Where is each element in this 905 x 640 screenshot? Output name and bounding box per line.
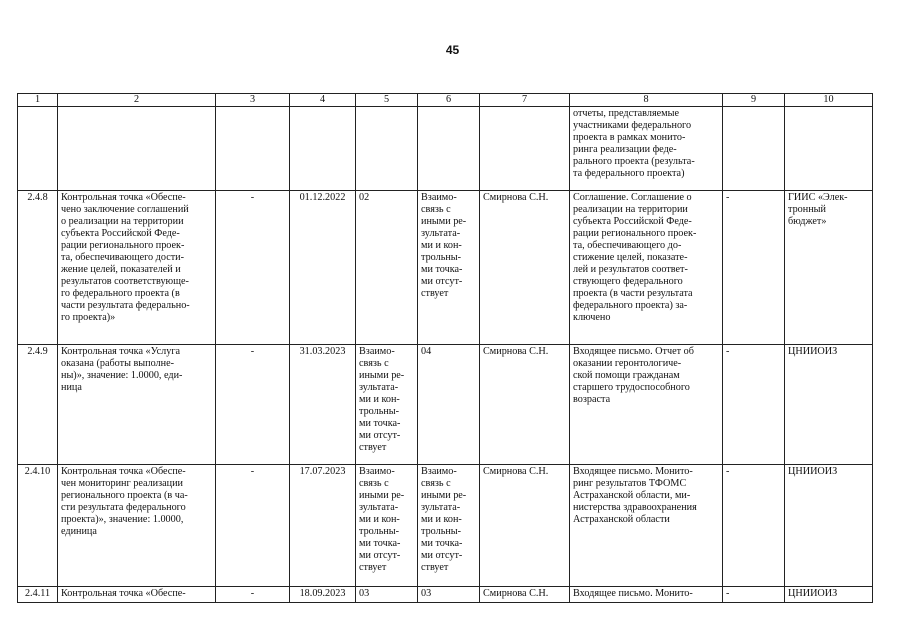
end-date-cell: 31.03.2023 [290, 345, 356, 465]
level-cell: - [723, 587, 785, 603]
result-description-cell: Входящее письмо. Монито- ринг результатов ТФОМС Астраханской области, ми- нистерства здравоохранения Астраханской области [570, 465, 723, 587]
system-cell [785, 107, 873, 191]
column-number: 6 [418, 94, 480, 107]
column-number: 5 [356, 94, 418, 107]
table-row [18, 107, 873, 191]
end-date-cell [290, 107, 356, 191]
column-number: 4 [290, 94, 356, 107]
page-number: 45 [445, 43, 460, 57]
predecessor-cell: 03 [356, 587, 418, 603]
successor-cell: Взаимо- связь с иными ре- зультата- ми и кон- трольны- ми точка- ми отсут- ствует [418, 191, 480, 345]
system-cell: ЦНИИОИЗ [785, 587, 873, 603]
column-number: 8 [570, 94, 723, 107]
column-number: 1 [18, 94, 58, 107]
event-name-cell: Контрольная точка «Обеспе- чен мониторинг реализации регионального проекта (в ча- сти результата федерального проекта)», значение: 1.0000, единица [58, 465, 216, 587]
start-date-cell [216, 107, 290, 191]
responsible-cell: Смирнова С.Н. [480, 191, 570, 345]
system-cell: ЦНИИОИЗ [785, 465, 873, 587]
start-date-cell: - [216, 465, 290, 587]
result-description-cell: отчеты, представляемые участниками федерального проекта в рамках монито- ринга реализации феде- рального проекта (результа- та федерального проекта) [570, 107, 723, 191]
table-row [18, 587, 873, 603]
predecessor-cell [356, 107, 418, 191]
end-date-cell: 17.07.2023 [290, 465, 356, 587]
event-name-cell: Контрольная точка «Услуга оказана (работы выполне- ны)», значение: 1.0000, еди- ница [58, 345, 216, 465]
level-cell: - [723, 345, 785, 465]
successor-cell: 04 [418, 345, 480, 465]
start-date-cell: - [216, 191, 290, 345]
column-number: 3 [216, 94, 290, 107]
responsible-cell [480, 107, 570, 191]
level-cell: - [723, 191, 785, 345]
responsible-cell: Смирнова С.Н. [480, 465, 570, 587]
predecessor-cell: 02 [356, 191, 418, 345]
column-number-row [18, 94, 873, 107]
level-cell [723, 107, 785, 191]
successor-cell [418, 107, 480, 191]
table-row [18, 345, 873, 465]
start-date-cell: - [216, 345, 290, 465]
column-number: 10 [785, 94, 873, 107]
level-cell: - [723, 465, 785, 587]
column-number: 9 [723, 94, 785, 107]
start-date-cell: - [216, 587, 290, 603]
event-name-cell [58, 107, 216, 191]
result-description-cell: Входящее письмо. Отчет об оказании геронтологиче- ской помощи гражданам старшего трудоспособного возраста [570, 345, 723, 465]
predecessor-cell: Взаимо- связь с иными ре- зультата- ми и кон- трольны- ми точка- ми отсут- ствует [356, 465, 418, 587]
result-description-cell: Входящее письмо. Монито- [570, 587, 723, 603]
row-number-cell: 2.4.8 [18, 191, 58, 345]
successor-cell: 03 [418, 587, 480, 603]
row-number-cell: 2.4.10 [18, 465, 58, 587]
control-points-table [17, 93, 873, 603]
column-number: 2 [58, 94, 216, 107]
table-row [18, 191, 873, 345]
system-cell: ГИИС «Элек- тронный бюджет» [785, 191, 873, 345]
row-number-cell: 2.4.9 [18, 345, 58, 465]
table-row [18, 465, 873, 587]
row-number-cell [18, 107, 58, 191]
event-name-cell: Контрольная точка «Обеспе- [58, 587, 216, 603]
system-cell: ЦНИИОИЗ [785, 345, 873, 465]
row-number-cell: 2.4.11 [18, 587, 58, 603]
responsible-cell: Смирнова С.Н. [480, 345, 570, 465]
successor-cell: Взаимо- связь с иными ре- зультата- ми и кон- трольны- ми точка- ми отсут- ствует [418, 465, 480, 587]
event-name-cell: Контрольная точка «Обеспе- чено заключение соглашений о реализации на территории субъекта Российской Феде- рации регионального проек- та, обеспечивающего дости- жение целей, показателей и результатов соответствующе- го федерального проекта (в части результата федерально- го проекта)» [58, 191, 216, 345]
column-number: 7 [480, 94, 570, 107]
result-description-cell: Соглашение. Соглашение о реализации на территории субъекта Российской Феде- рации регионального проек- та, обеспечивающего до- стижение целей, показате- лей и результатов соответ- ствующего федерального проекта (в части результата федерального проекта) за- ключено [570, 191, 723, 345]
end-date-cell: 18.09.2023 [290, 587, 356, 603]
responsible-cell: Смирнова С.Н. [480, 587, 570, 603]
predecessor-cell: Взаимо- связь с иными ре- зультата- ми и кон- трольны- ми точка- ми отсут- ствует [356, 345, 418, 465]
end-date-cell: 01.12.2022 [290, 191, 356, 345]
